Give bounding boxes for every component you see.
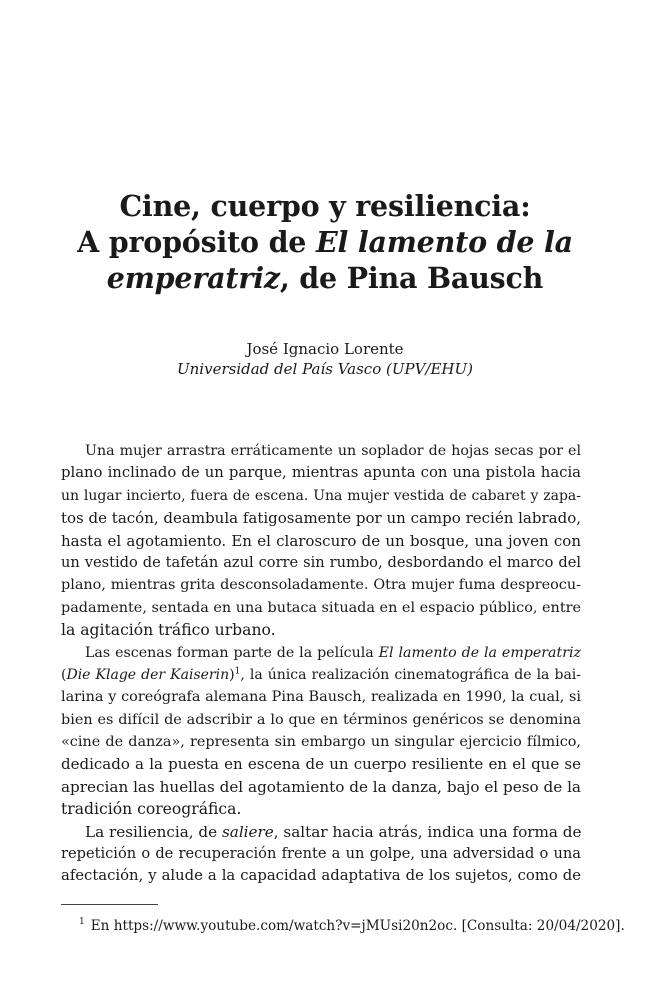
title-line-2: [0, 224, 650, 260]
body-line: «cine de danza», representa sin embargo un singular ejercicio fílmico,: [61, 734, 581, 751]
body-line: un lugar incierto, fuera de escena. Una mujer vestida de cabaret y zapa-: [61, 487, 581, 504]
body-text: ): [229, 666, 235, 683]
body-line: tradición coreográfica.: [61, 800, 242, 819]
title-line-3: [0, 260, 650, 296]
title-line-1: Cine, cuerpo y resiliencia:: [119, 189, 531, 223]
body-line: un vestido de tafetán azul corre sin rumbo, desbordando el marco del: [61, 553, 581, 571]
author-name: José Ignacio Lorente: [246, 340, 404, 358]
title-film-name-part2: emperatriz: [106, 261, 280, 295]
body-line: la agitación tráfico urbano.: [61, 621, 276, 640]
body-line: tos de tacón, deambula fatigosamente por un campo recién labrado,: [61, 509, 581, 528]
body-text: La resiliencia, de: [85, 822, 222, 841]
article-title: [0, 188, 650, 296]
body-text: Las escenas forman parte de la película: [85, 644, 379, 661]
body-text: (: [61, 666, 67, 683]
body-line: larina y coreógrafa alemana Pina Bausch, realizada en 1990, la cual, si: [61, 689, 581, 706]
title-line-2-text: A propósito de: [77, 225, 316, 259]
footnote-marker: 1: [234, 666, 241, 677]
body-line: padamente, sentada en una butaca situada en el espacio público, entre: [61, 599, 581, 616]
body-line: afectación, y alude a la capacidad adaptativa de los sujetos, como de: [61, 867, 581, 885]
body-text: , saltar hacia atrás, indica una forma de: [273, 822, 582, 841]
body-line: Una mujer arrastra erráticamente un soplador de hojas secas por el: [85, 443, 581, 459]
body-line: plano, mientras grita desconsoladamente. Otra mujer fuma despreocu-: [61, 577, 581, 594]
title-film-name-part1: El lamento de la: [315, 225, 573, 259]
article-body: [61, 440, 581, 888]
footnote-separator: [61, 904, 158, 905]
body-line: bien es difícil de adscribir a lo que en términos genéricos se denomina: [61, 711, 581, 728]
body-line: [61, 664, 581, 686]
body-line: hasta el agotamiento. En el claroscuro de un bosque, una joven con: [61, 531, 581, 550]
body-line: dedicado a la puesta en escena de un cuerpo resiliente en el que se: [61, 755, 581, 774]
body-line: [61, 821, 581, 843]
body-line: plano inclinado de un parque, mientras apunta con una pistola hacia: [61, 464, 581, 482]
film-original-title-italic: Die Klage der Kaiserin: [66, 666, 230, 683]
footnote-number: 1: [79, 917, 85, 928]
body-line: aprecian las huellas del agotamiento de la danza, bajo el peso de la: [61, 777, 581, 796]
body-text: , la única realización cinematográfica de la bai-: [240, 666, 581, 683]
body-line: [61, 642, 581, 664]
footnote: [61, 917, 625, 935]
film-title-italic: El lamento de la emperatriz: [378, 644, 581, 661]
footnote-text: En https://www.youtube.com/watch?v=jMUsi20n2oc. [Consulta: 20/04/2020].: [90, 918, 625, 934]
body-line: repetición o de recuperación frente a un golpe, una adversidad o una: [61, 845, 581, 863]
title-line-3-text: , de Pina Bausch: [279, 261, 544, 295]
author-affiliation: Universidad del País Vasco (UPV/EHU): [177, 360, 473, 378]
latin-term-italic: saliere: [221, 822, 274, 841]
